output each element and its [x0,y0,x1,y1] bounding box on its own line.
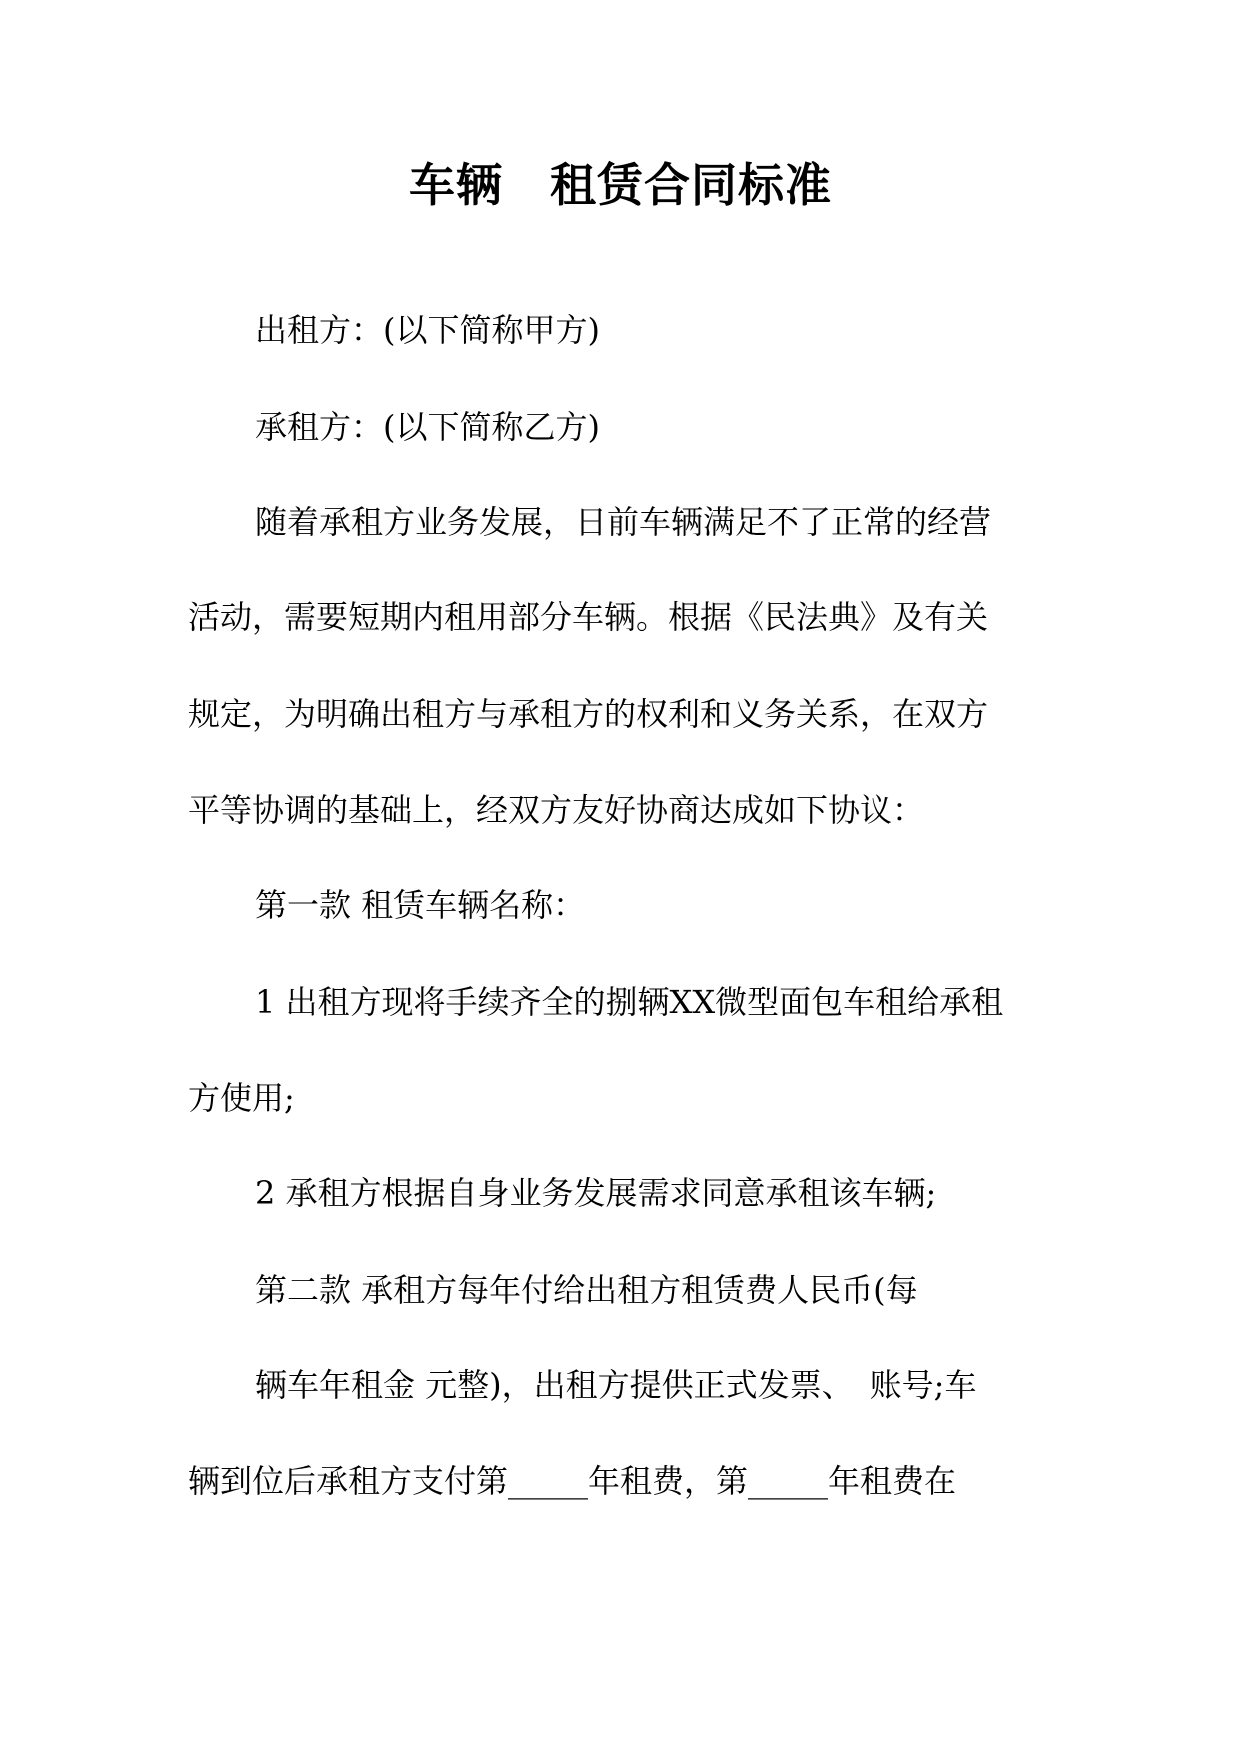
lessee-line: 承租方：(以下简称乙方) [255,408,600,446]
clause-2-line-2: 辆车年租金 元整)，出租方提供正式发票、 账号;车 [255,1366,977,1404]
clause-1-item-2: 2 承租方根据自身业务发展需求同意承租该车辆; [255,1174,937,1212]
lessor-line: 出租方：(以下简称甲方) [255,311,600,349]
intro-paragraph-line-3: 规定，为明确出租方与承租方的权利和义务关系，在双方 [188,695,989,733]
document-title: 车辆 租赁合同标准 [409,158,832,212]
intro-paragraph-line-2: 活动，需要短期内租用部分车辆。根据《民法典》及有关 [188,598,989,636]
intro-paragraph-line-4: 平等协调的基础上，经双方友好协商达成如下协议： [188,791,925,829]
clause-2-line-1: 第二款 承租方每年付给出租方租赁费人民币(每 [255,1271,918,1309]
clause-1-item-1-line-2: 方使用; [188,1079,295,1117]
clause-1-item-1-line-1: 1 出租方现将手续齐全的捌辆XX微型面包车租给承租 [255,983,1004,1021]
intro-paragraph-line-1: 随着承租方业务发展，日前车辆满足不了正常的经营 [255,503,992,541]
clause-2-line-3: 辆到位后承租方支付第_____年租费，第_____年租费在 [188,1462,957,1500]
clause-1-heading: 第一款 租赁车辆名称： [255,886,586,924]
